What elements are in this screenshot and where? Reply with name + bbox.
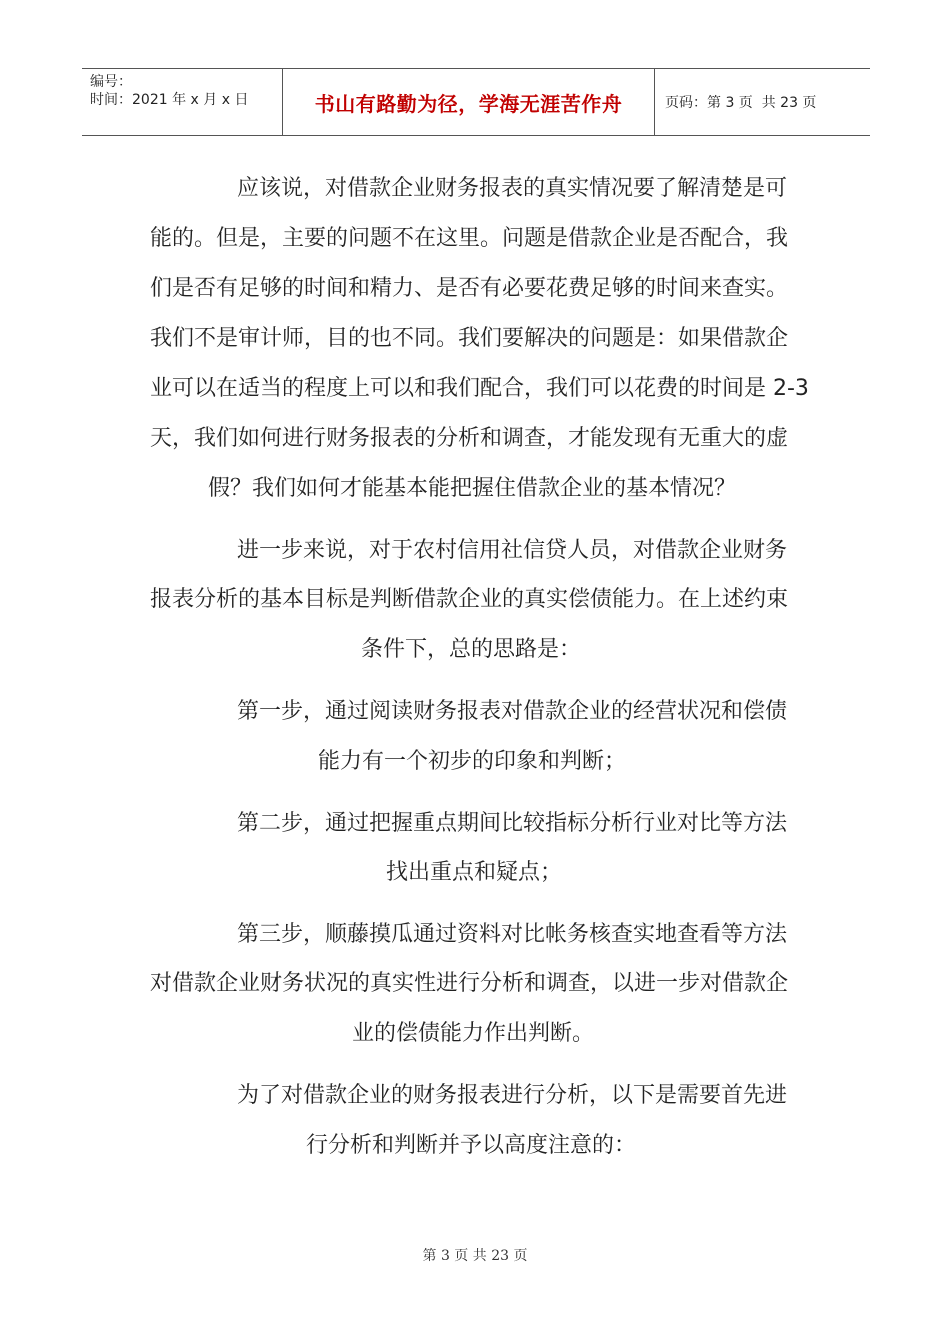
page-footer xyxy=(0,1245,950,1265)
header-meta xyxy=(82,69,282,135)
header-page-cell xyxy=(655,69,870,135)
header-motto: 书山有路勤为径，学海无涯苦作舟 xyxy=(314,91,623,116)
header-page-text: 第 3 页 共 23 页 xyxy=(707,95,817,111)
header-motto-cell xyxy=(282,69,655,135)
paragraph-line: 找出重点和疑点； xyxy=(386,860,563,885)
doc-time xyxy=(90,91,282,109)
paragraph-line: 行分析和判断并予以高度注意的： xyxy=(306,1133,637,1158)
paragraph-line: 假？我们如何才能基本能把握住借款企业的基本情况？ xyxy=(208,476,737,501)
paragraph-line: 报表分析的基本目标是判断借款企业的真实偿债能力。在上述约束 xyxy=(150,587,789,612)
paragraph-line: 条件下，总的思路是： xyxy=(361,637,582,662)
paragraph-line: 天，我们如何进行财务报表的分析和调查，才能发现有无重大的虚 xyxy=(150,426,789,451)
paragraph-line: 第三步，顺藤摸瓜通过资料对比帐务核查实地查看等方法 xyxy=(237,922,788,947)
paragraph-line: 业可以在适当的程度上可以和我们配合，我们可以花费的时间是 2-3 xyxy=(150,376,809,401)
doc-number-label: 编号： xyxy=(90,74,132,90)
paragraph-line: 们是否有足够的时间和精力、是否有必要花费足够的时间来查实。 xyxy=(150,276,789,301)
footer-page-number: 第 3 页 共 23 页 xyxy=(422,1248,528,1264)
paragraph-line: 为了对借款企业的财务报表进行分析，以下是需要首先进 xyxy=(237,1083,788,1108)
doc-time-value: 2021 年 x 月 x 日 xyxy=(132,92,249,108)
paragraph-line: 进一步来说，对于农村信用社信贷人员，对借款企业财务 xyxy=(237,538,788,563)
paragraph-line: 业的偿债能力作出判断。 xyxy=(352,1021,595,1046)
paragraph-line: 应该说，对借款企业财务报表的真实情况要了解清楚是可 xyxy=(237,176,788,201)
page-header xyxy=(82,68,870,136)
doc-time-label: 时间： xyxy=(90,92,132,108)
paragraph-line: 第一步，通过阅读财务报表对借款企业的经营状况和偿债 xyxy=(237,699,788,724)
paragraph-line: 我们不是审计师，目的也不同。我们要解决的问题是：如果借款企 xyxy=(150,326,789,351)
paragraph-line: 对借款企业财务状况的真实性进行分析和调查，以进一步对借款企 xyxy=(150,971,789,996)
paragraph-line: 能力有一个初步的印象和判断； xyxy=(318,749,627,774)
header-page-label: 页码： xyxy=(665,95,707,111)
paragraph-line: 第二步，通过把握重点期间比较指标分析行业对比等方法 xyxy=(237,811,788,836)
paragraph-line: 能的。但是，主要的问题不在这里。问题是借款企业是否配合，我 xyxy=(150,226,789,251)
